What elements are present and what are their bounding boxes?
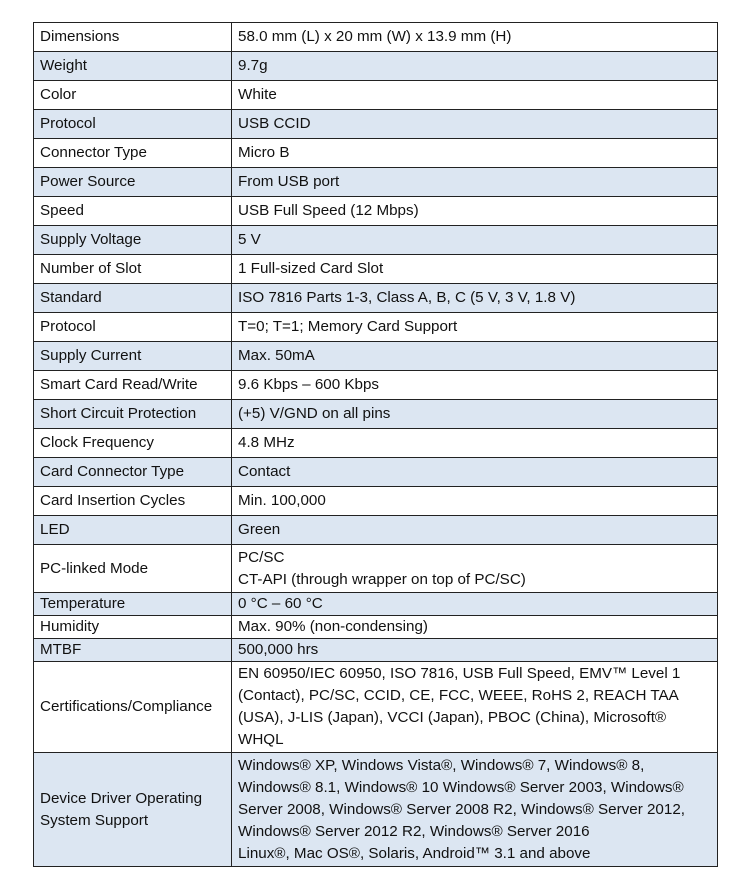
spec-value-line: 500,000 hrs <box>238 641 319 658</box>
spec-label-cell: Clock Frequency <box>34 429 232 458</box>
spec-label-cell: Connector Type <box>34 139 232 168</box>
table-row <box>34 516 718 545</box>
table-row <box>34 429 718 458</box>
spec-value-cell <box>232 139 718 168</box>
spec-value-cell <box>232 313 718 342</box>
table-row <box>34 458 718 487</box>
spec-value-line: (USA), J-LIS (Japan), VCCI (Japan), PBOC (China), Microsoft® <box>238 709 667 726</box>
table-row <box>34 139 718 168</box>
spec-label-cell: Standard <box>34 284 232 313</box>
spec-value-line: WHQL <box>238 731 284 748</box>
spec-label-cell: Speed <box>34 197 232 226</box>
spec-value-line: Linux®, Mac OS®, Solaris, Android™ 3.1 and above <box>238 844 591 862</box>
table-row <box>34 168 718 197</box>
spec-value-line: Green <box>238 521 281 538</box>
spec-value-cell <box>232 371 718 400</box>
spec-value-cell <box>232 400 718 429</box>
spec-value-cell <box>232 255 718 284</box>
spec-value-line: (Contact), PC/SC, CCID, CE, FCC, WEEE, RoHS 2, REACH TAA <box>238 687 679 704</box>
spec-label-cell: Temperature <box>34 593 232 616</box>
spec-value-line: PC/SC <box>238 548 285 566</box>
spec-label-cell: Color <box>34 81 232 110</box>
spec-label-cell: Weight <box>34 52 232 81</box>
spec-value-cell <box>232 662 718 753</box>
spec-value-cell <box>232 226 718 255</box>
spec-value-line: Windows® 8.1, Windows® 10 Windows® Server 2003, Windows® <box>238 778 684 796</box>
table-row <box>34 226 718 255</box>
spec-label-cell: Certifications/Compliance <box>34 662 232 753</box>
spec-value-line: CT-API (through wrapper on top of PC/SC) <box>238 570 526 588</box>
spec-table-body <box>34 23 718 867</box>
spec-label-cell: Number of Slot <box>34 255 232 284</box>
table-row <box>34 23 718 52</box>
table-row <box>34 371 718 400</box>
spec-value-line: USB CCID <box>238 115 311 132</box>
spec-value-line: 58.0 mm (L) x 20 mm (W) x 13.9 mm (H) <box>238 28 512 45</box>
table-row <box>34 52 718 81</box>
spec-value-line: ISO 7816 Parts 1-3, Class A, B, C (5 V, 3 V, 1.8 V) <box>238 289 576 306</box>
spec-value-line: USB Full Speed (12 Mbps) <box>238 202 419 219</box>
spec-value-line: White <box>238 86 277 103</box>
table-row <box>34 487 718 516</box>
spec-label-cell: MTBF <box>34 639 232 662</box>
spec-value-cell <box>232 616 718 639</box>
spec-value-cell <box>232 110 718 139</box>
spec-value-line: Server 2008, Windows® Server 2008 R2, Windows® Server 2012, <box>238 800 685 818</box>
spec-label-cell: Device Driver Operating System Support <box>34 753 232 867</box>
spec-value-line: Micro B <box>238 144 290 161</box>
table-row <box>34 400 718 429</box>
spec-value-line: 9.7g <box>238 57 268 74</box>
table-row <box>34 197 718 226</box>
spec-value-cell <box>232 284 718 313</box>
spec-label-cell: LED <box>34 516 232 545</box>
table-row <box>34 753 718 867</box>
spec-value-cell <box>232 342 718 371</box>
spec-value-line: 0 °C – 60 °C <box>238 595 323 612</box>
table-row <box>34 662 718 753</box>
spec-value-cell <box>232 458 718 487</box>
table-row <box>34 284 718 313</box>
spec-value-cell <box>232 23 718 52</box>
spec-label-cell: Short Circuit Protection <box>34 400 232 429</box>
spec-value-cell <box>232 52 718 81</box>
spec-value-line: From USB port <box>238 173 340 190</box>
table-row <box>34 545 718 593</box>
spec-label-cell: Card Connector Type <box>34 458 232 487</box>
table-row <box>34 342 718 371</box>
spec-label-cell: Card Insertion Cycles <box>34 487 232 516</box>
spec-label-cell: Humidity <box>34 616 232 639</box>
table-row <box>34 593 718 616</box>
spec-label-cell: Supply Voltage <box>34 226 232 255</box>
spec-value-cell <box>232 639 718 662</box>
spec-label-cell: PC-linked Mode <box>34 545 232 593</box>
spec-value-cell <box>232 545 718 593</box>
spec-label-cell: Dimensions <box>34 23 232 52</box>
table-row <box>34 639 718 662</box>
spec-value-line: 5 V <box>238 231 261 248</box>
spec-label-cell: Protocol <box>34 313 232 342</box>
spec-value-line: Max. 90% (non-condensing) <box>238 618 428 635</box>
spec-value-line: Windows® XP, Windows Vista®, Windows® 7, Windows® 8, <box>238 756 645 774</box>
table-row <box>34 255 718 284</box>
spec-value-line: 4.8 MHz <box>238 434 295 451</box>
spec-value-cell <box>232 753 718 867</box>
spec-value-line: EN 60950/IEC 60950, ISO 7816, USB Full Speed, EMV™ Level 1 <box>238 665 681 682</box>
spec-value-line: T=0; T=1; Memory Card Support <box>238 318 458 335</box>
spec-value-line: 9.6 Kbps – 600 Kbps <box>238 376 380 393</box>
spec-value-line: (+5) V/GND on all pins <box>238 405 391 422</box>
spec-value-cell <box>232 197 718 226</box>
spec-value-cell <box>232 168 718 197</box>
spec-label-cell: Smart Card Read/Write <box>34 371 232 400</box>
spec-value-cell <box>232 81 718 110</box>
spec-value-line: Min. 100,000 <box>238 492 326 509</box>
spec-value-cell <box>232 516 718 545</box>
table-row <box>34 110 718 139</box>
spec-label-cell: Power Source <box>34 168 232 197</box>
spec-table <box>33 22 718 867</box>
spec-value-line: Windows® Server 2012 R2, Windows® Server 2016 <box>238 822 590 840</box>
spec-label-cell: Protocol <box>34 110 232 139</box>
table-row <box>34 81 718 110</box>
table-row <box>34 313 718 342</box>
spec-value-line: Contact <box>238 463 291 480</box>
table-row <box>34 616 718 639</box>
spec-value-line: Max. 50mA <box>238 347 315 364</box>
spec-value-cell <box>232 593 718 616</box>
spec-value-cell <box>232 429 718 458</box>
spec-label-cell: Supply Current <box>34 342 232 371</box>
spec-value-line: 1 Full-sized Card Slot <box>238 260 384 277</box>
spec-value-cell <box>232 487 718 516</box>
